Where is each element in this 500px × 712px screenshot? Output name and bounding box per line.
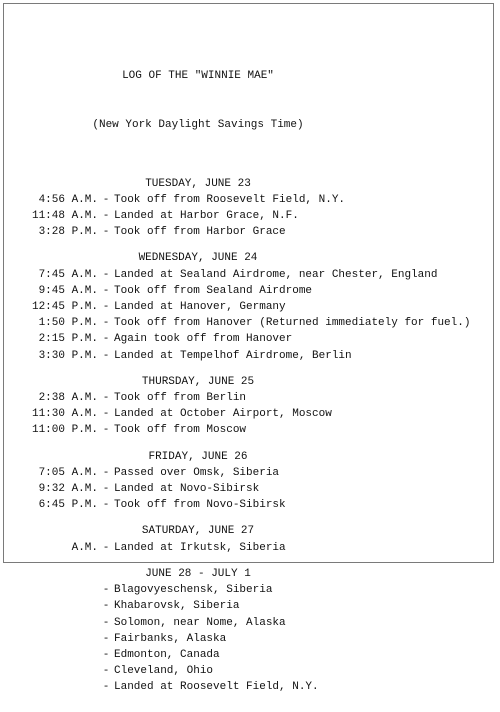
log-subtitle: (New York Daylight Savings Time)	[92, 119, 304, 132]
log-entry	[8, 540, 486, 556]
entry-time: 7:05 A.M.	[38, 466, 98, 479]
entry-description: Blagovyeschensk, Siberia	[114, 584, 273, 597]
entry-description: Took off from Hanover (Returned immediately for fuel.)	[114, 317, 471, 330]
entry-description: Landed at Harbor Grace, N.F.	[114, 210, 299, 223]
log-entry	[8, 348, 486, 364]
entry-description: Took off from Harbor Grace	[114, 226, 286, 239]
entry-dash: -	[102, 632, 110, 645]
log-entry	[8, 481, 486, 497]
entry-dash: -	[102, 392, 110, 405]
entry-dash: -	[102, 584, 110, 597]
section-spacer	[8, 439, 486, 449]
entry-dash: -	[102, 193, 110, 206]
section-heading: TUESDAY, JUNE 23	[145, 177, 251, 190]
log-entry	[8, 390, 486, 406]
entry-dash: -	[102, 226, 110, 239]
section-spacer	[8, 364, 486, 374]
entry-description: Landed at Roosevelt Field, N.Y.	[114, 681, 319, 694]
entry-time	[8, 582, 98, 598]
entry-time	[8, 615, 98, 631]
log-entry	[8, 598, 486, 614]
section-heading: FRIDAY, JUNE 26	[148, 450, 248, 463]
log-entry	[8, 497, 486, 513]
entry-description: Cleveland, Ohio	[114, 665, 214, 678]
entry-description: Khabarovsk, Siberia	[114, 600, 240, 613]
entry-dash: -	[102, 301, 110, 314]
log-entry	[8, 582, 486, 598]
entry-dash: -	[102, 616, 110, 629]
entry-time: 11:00 P.M.	[31, 424, 98, 437]
log-entry	[8, 465, 486, 481]
entry-time: 9:45 A.M.	[38, 284, 98, 297]
entry-dash: -	[102, 499, 110, 512]
entry-time: 3:30 P.M.	[38, 349, 98, 362]
entry-time: 2:15 P.M.	[38, 333, 98, 346]
entry-description: Landed at October Airport, Moscow	[114, 408, 332, 421]
entry-description: Again took off from Hanover	[114, 333, 293, 346]
entry-time	[8, 598, 98, 614]
entry-dash: -	[102, 600, 110, 613]
section-spacer	[8, 166, 486, 176]
entry-dash: -	[102, 349, 110, 362]
log-entry	[8, 331, 486, 347]
section-heading: JUNE 28 - JULY 1	[145, 567, 251, 580]
section-heading: WEDNESDAY, JUNE 24	[138, 252, 258, 265]
section-heading: THURSDAY, JUNE 25	[141, 375, 255, 388]
section-spacer	[8, 513, 486, 523]
entry-description: Landed at Novo-Sibirsk	[114, 483, 260, 496]
log-entry	[8, 663, 486, 679]
log-entry	[8, 283, 486, 299]
entry-dash: -	[102, 424, 110, 437]
entry-time: 12:45 P.M.	[31, 301, 98, 314]
entry-time	[8, 647, 98, 663]
entry-dash: -	[102, 541, 110, 554]
flight-log	[8, 36, 486, 712]
entry-time: 1:50 P.M.	[38, 317, 98, 330]
section-spacer	[8, 556, 486, 566]
log-entry	[8, 615, 486, 631]
entry-description: Took off from Sealand Airdrome	[114, 284, 313, 297]
entry-description: Landed at Irkutsk, Siberia	[114, 541, 286, 554]
log-entry	[8, 679, 486, 695]
entry-dash: -	[102, 268, 110, 281]
entry-dash: -	[102, 665, 110, 678]
entry-time: 4:56 A.M.	[38, 193, 98, 206]
entry-time	[8, 679, 98, 695]
log-entry	[8, 192, 486, 208]
entry-description: Landed at Sealand Airdrome, near Chester, England	[114, 268, 438, 281]
log-entry	[8, 315, 486, 331]
log-entry	[8, 299, 486, 315]
entry-dash: -	[102, 483, 110, 496]
entry-description: Fairbanks, Alaska	[114, 632, 227, 645]
log-title: LOG OF THE "WINNIE MAE"	[122, 70, 274, 83]
entry-description: Passed over Omsk, Siberia	[114, 466, 280, 479]
log-entry	[8, 208, 486, 224]
entry-dash: -	[102, 317, 110, 330]
section-heading: SATURDAY, JUNE 27	[141, 525, 255, 538]
entry-description: Took off from Moscow	[114, 424, 247, 437]
entry-dash: -	[102, 648, 110, 661]
log-entry	[8, 422, 486, 438]
entry-time: 2:38 A.M.	[38, 392, 98, 405]
section-spacer	[8, 240, 486, 250]
entry-dash: -	[102, 681, 110, 694]
entry-time: 9:32 A.M.	[38, 483, 98, 496]
entry-description: Took off from Novo-Sibirsk	[114, 499, 286, 512]
entry-dash: -	[102, 284, 110, 297]
entry-description: Landed at Tempelhof Airdrome, Berlin	[114, 349, 352, 362]
entry-dash: -	[102, 333, 110, 346]
log-entry	[8, 406, 486, 422]
entry-dash: -	[102, 408, 110, 421]
entry-time	[8, 663, 98, 679]
entry-time: 3:28 P.M.	[38, 226, 98, 239]
log-entry	[8, 267, 486, 283]
entry-dash: -	[102, 466, 110, 479]
log-sections	[8, 166, 486, 696]
log-entry	[8, 224, 486, 240]
entry-time	[8, 631, 98, 647]
entry-description: Edmonton, Canada	[114, 648, 220, 661]
entry-description: Took off from Roosevelt Field, N.Y.	[114, 193, 346, 206]
entry-description: Took off from Berlin	[114, 392, 247, 405]
log-entry	[8, 631, 486, 647]
entry-time: A.M.	[71, 541, 98, 554]
entry-time: 11:48 A.M.	[31, 210, 98, 223]
entry-time: 6:45 P.M.	[38, 499, 98, 512]
entry-time: 11:30 A.M.	[31, 408, 98, 421]
entry-description: Solomon, near Nome, Alaska	[114, 616, 286, 629]
entry-dash: -	[102, 210, 110, 223]
log-entry	[8, 647, 486, 663]
entry-time: 7:45 A.M.	[38, 268, 98, 281]
entry-description: Landed at Hanover, Germany	[114, 301, 286, 314]
